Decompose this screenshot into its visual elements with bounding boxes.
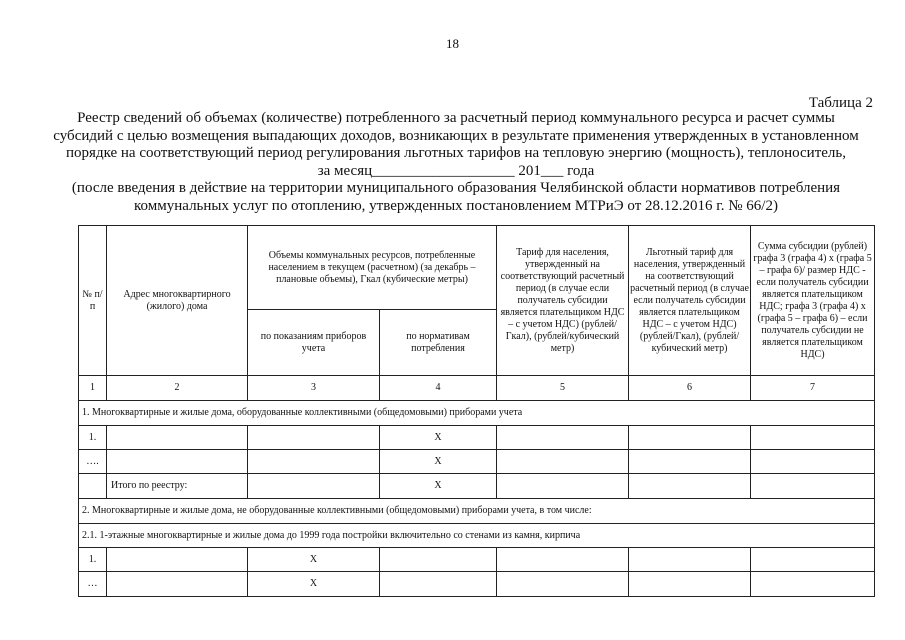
section-1-heading: 1. Многоквартирные и жилые дома, оборудованные коллективными (общедомовыми) приборами учета — [79, 401, 875, 426]
table-row — [79, 426, 875, 450]
row-address — [107, 572, 248, 597]
row-tariff — [497, 426, 629, 450]
table-row — [79, 572, 875, 597]
column-number: 1 — [79, 376, 107, 401]
column-number: 4 — [380, 376, 497, 401]
column-number: 7 — [751, 376, 875, 401]
row-subsidy — [751, 450, 875, 474]
row-total-label: Итого по реестру: — [107, 474, 248, 499]
row-tariff — [497, 548, 629, 572]
row-by-norms — [380, 548, 497, 572]
row-by-norms: X — [380, 474, 497, 499]
header-address: Адрес многоквартирного (жилого) дома — [107, 226, 248, 376]
registry-table — [78, 225, 875, 597]
section-2-heading: 2. Многоквартирные и жилые дома, не оборудованные коллективными (общедомовыми) приборами учета, в том числе: — [79, 499, 875, 524]
header-by-meters: по показаниям приборов учета — [248, 310, 380, 376]
title-line: за месяц___________________ 201___ года — [317, 162, 595, 179]
row-subsidy — [751, 426, 875, 450]
title-line: порядке на соответствующий период регулирования льготных тарифов на тепловую энергию (мощность), теплоноситель, — [66, 145, 846, 161]
header-volumes: Объемы коммунальных ресурсов, потребленные населением в текущем (расчетном) (за декабрь – плановые объемы), Гкал (кубические метры) — [248, 226, 497, 310]
title-line: Реестр сведений об объемах (количестве) потребленного за расчетный период коммунального ресурса и расчет суммы — [77, 110, 835, 126]
row-subsidy — [751, 572, 875, 597]
row-tariff — [497, 572, 629, 597]
row-address — [107, 548, 248, 572]
row-num: 1. — [79, 548, 107, 572]
registry-title — [30, 110, 882, 215]
section-row — [79, 524, 875, 548]
row-by-meters — [248, 474, 380, 499]
header-by-norms: по нормативам потребления — [380, 310, 497, 376]
row-num: … — [79, 572, 107, 597]
title-line: субсидий с целью возмещения выпадающих доходов, возникающих в результате применения утвержденных в установленном — [53, 127, 859, 144]
row-by-meters: X — [248, 572, 380, 597]
row-by-norms — [380, 572, 497, 597]
row-preferential-tariff — [629, 450, 751, 474]
row-subsidy — [751, 548, 875, 572]
column-numbers-row — [79, 376, 875, 401]
column-number: 3 — [248, 376, 380, 401]
row-by-norms: X — [380, 426, 497, 450]
row-tariff — [497, 450, 629, 474]
column-number: 2 — [107, 376, 248, 401]
row-address — [107, 426, 248, 450]
table-row — [79, 474, 875, 499]
row-subsidy — [751, 474, 875, 499]
header-preferential-tariff: Льготный тариф для населения, утвержденный на соответствующий расчетный период (в случае если получатель субсидии является плательщиком НДС – с учетом НДС) (рублей/Гкал), (рублей/кубический метр) — [629, 226, 751, 376]
row-tariff — [497, 474, 629, 499]
table-row — [79, 450, 875, 474]
table-label: Таблица 2 — [808, 95, 873, 111]
row-preferential-tariff — [629, 474, 751, 499]
header-num: № п/п — [79, 226, 107, 376]
header-row — [79, 226, 875, 310]
row-num: 1. — [79, 426, 107, 450]
header-subsidy: Сумма субсидии (рублей) графа 3 (графа 4) x (графа 5 – графа 6)/ размер НДС - если получатель субсидии является плательщиком НДС; графа 3 (графа 4) x (графа 5 – графа 6) – если получатель субсидии не является плательщиком НДС) — [751, 226, 875, 376]
row-by-meters: X — [248, 548, 380, 572]
page-number: 18 — [446, 36, 459, 51]
row-preferential-tariff — [629, 548, 751, 572]
section-row — [79, 499, 875, 524]
row-by-meters — [248, 426, 380, 450]
title-line: (после введения в действие на территории муниципального образования Челябинской области нормативов потребления — [71, 180, 841, 196]
row-preferential-tariff — [629, 426, 751, 450]
title-line: коммунальных услуг по отоплению, утвержденных постановлением МТРиЭ от 28.12.2016 г. № 66/2) — [134, 197, 778, 214]
row-num: …. — [79, 450, 107, 474]
row-by-meters — [248, 450, 380, 474]
row-address — [107, 450, 248, 474]
row-num — [79, 474, 107, 499]
row-by-norms: X — [380, 450, 497, 474]
table-row — [79, 548, 875, 572]
column-number: 5 — [497, 376, 629, 401]
section-row — [79, 401, 875, 426]
header-tariff: Тариф для населения, утвержденный на соответствующий расчетный период (в случае если получатель субсидии является плательщиком НДС – с учетом НДС) (рублей/Гкал), (рублей/кубический метр) — [497, 226, 629, 376]
column-number: 6 — [629, 376, 751, 401]
section-2-1-heading: 2.1. 1-этажные многоквартирные и жилые дома до 1999 года постройки включительно со стенами из камня, кирпича — [79, 524, 875, 548]
row-preferential-tariff — [629, 572, 751, 597]
